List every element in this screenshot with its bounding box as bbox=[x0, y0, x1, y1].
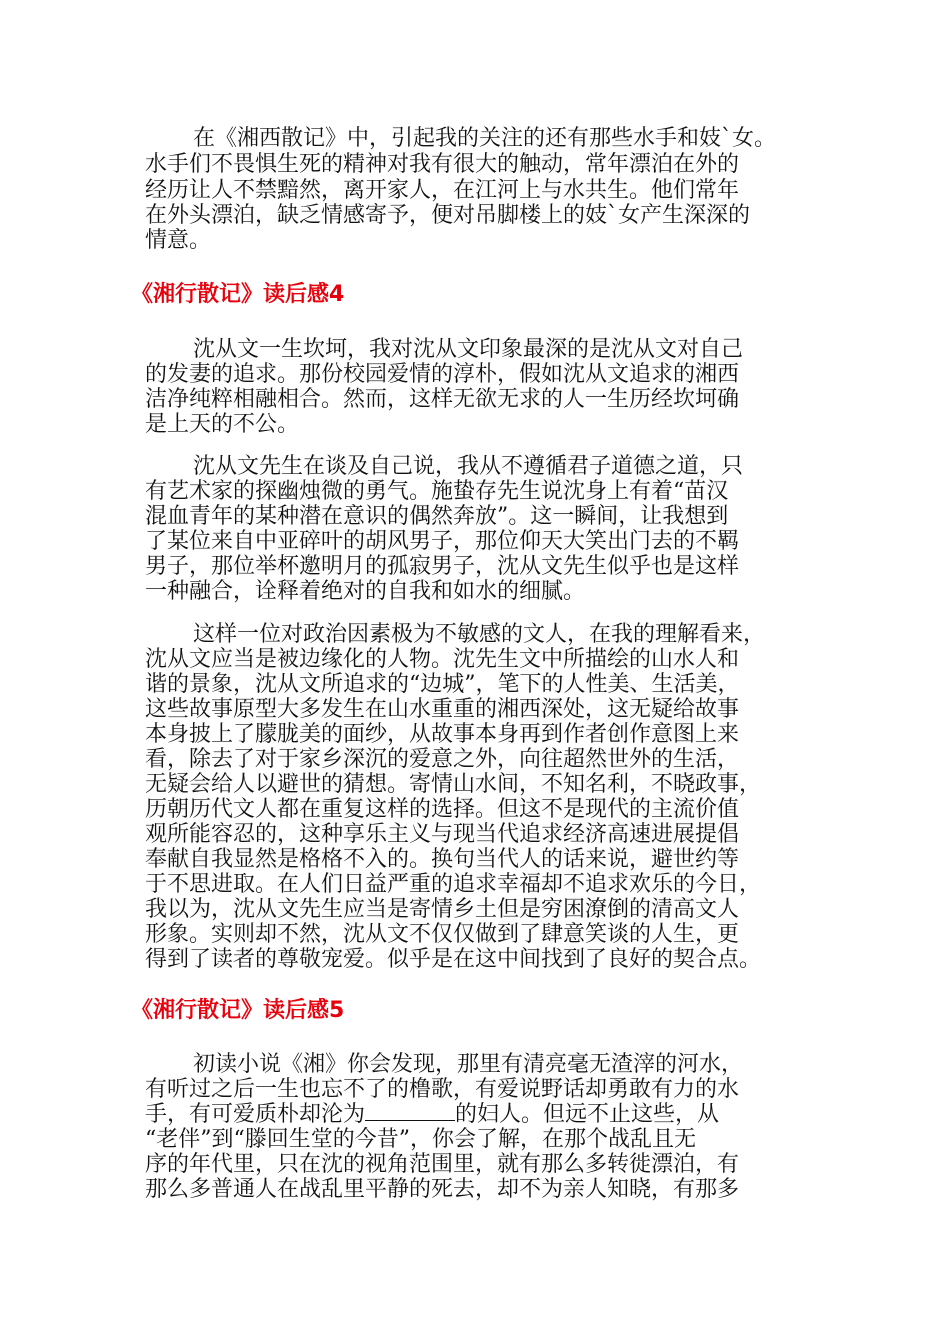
paragraph-line: 那么多普通人在战乱里平静的死去，却不为亲人知晓，有那多 bbox=[145, 1177, 740, 1202]
paragraph-line: 于不思进取。在人们日益严重的追求幸福却不追求欢乐的今日， bbox=[145, 872, 762, 897]
paragraph-line: 我以为，沈从文先生应当是寄情乡土但是穷困潦倒的清高文人 bbox=[145, 897, 740, 922]
paragraph-line: 洁净纯粹相融相合。然而，这样无欲无求的人一生历经坎坷确 bbox=[145, 387, 740, 412]
paragraph-line: 是上天的不公。 bbox=[145, 412, 300, 437]
paragraph-line: 了某位来自中亚碎叶的胡风男子，那位仰天大笑出门去的不羁 bbox=[145, 529, 740, 554]
paragraph-line: 有艺术家的探幽烛微的勇气。施蛰存先生说沈身上有着“苗汉 bbox=[145, 479, 729, 504]
paragraph-line: 沈从文先生在谈及自己说，我从不遵循君子道德之道，只 bbox=[193, 454, 744, 479]
paragraph-line: 的发妻的追求。那份校园爱情的淳朴，假如沈从文追求的湘西 bbox=[145, 362, 740, 387]
text-segment: 的妇人。但远不止这些，从 bbox=[455, 1102, 720, 1127]
paragraph-line: 序的年代里，只在沈的视角范围里，就有那么多转徙漂泊，有 bbox=[145, 1152, 740, 1177]
fill-in-blank bbox=[365, 1102, 455, 1121]
text-segment: 手，有可爱质朴却沦为 bbox=[145, 1102, 366, 1127]
paragraph-line: 沈从文一生坎坷，我对沈从文印象最深的是沈从文对自己 bbox=[193, 337, 744, 362]
paragraph-line: 沈从文应当是被边缘化的人物。沈先生文中所描绘的山水人和 bbox=[145, 647, 740, 672]
paragraph-line: 形象。实则却不然，沈从文不仅仅做到了肆意笑谈的人生，更 bbox=[145, 922, 740, 947]
paragraph-line: 混血青年的某种潜在意识的偶然奔放”。这一瞬间，让我想到 bbox=[145, 504, 729, 529]
paragraph-line: 观所能容忍的，这种享乐主义与现当代追求经济高速进展提倡 bbox=[145, 822, 740, 847]
paragraph-line: 在外头漂泊，缺乏情感寄予，便对吊脚楼上的妓`女产生深深的 bbox=[145, 203, 751, 228]
paragraph-line: 这些故事原型大多发生在山水重重的湘西深处，这无疑给故事 bbox=[145, 697, 740, 722]
paragraph-line: 历朝历代文人都在重复这样的选择。但这不是现代的主流价值 bbox=[145, 797, 740, 822]
paragraph-line: 一种融合，诠释着绝对的自我和如水的细腻。 bbox=[145, 579, 586, 604]
paragraph-line: 有听过之后一生也忘不了的橹歌，有爱说野话却勇敢有力的水 bbox=[145, 1077, 740, 1102]
paragraph-line: 初读小说《湘》你会发现，那里有清亮毫无渣滓的河水， bbox=[193, 1052, 744, 1077]
paragraph-line: 得到了读者的尊敬宠爱。似乎是在这中间找到了良好的契合点。 bbox=[145, 947, 762, 972]
section-heading: 《湘行散记》读后感5 bbox=[131, 998, 345, 1023]
paragraph-line: 男子，那位举杯邀明月的孤寂男子，沈从文先生似乎也是这样 bbox=[145, 554, 740, 579]
paragraph-line bbox=[145, 1102, 719, 1128]
paragraph-line: 情意。 bbox=[145, 228, 212, 253]
paragraph-line: 无疑会给人以避世的猜想。寄情山水间，不知名利，不晓政事， bbox=[145, 772, 762, 797]
paragraph-line: 经历让人不禁黯然，离开家人，在江河上与水共生。他们常年 bbox=[145, 178, 740, 203]
paragraph-line: 本身披上了朦胧美的面纱，从故事本身再到作者创作意图上来 bbox=[145, 722, 740, 747]
paragraph-line: 谐的景象，沈从文所追求的“边城”，笔下的人性美、生活美， bbox=[145, 672, 740, 697]
paragraph-line: “老伴”到“滕回生堂的今昔”，你会了解，在那个战乱且无 bbox=[145, 1127, 696, 1152]
paragraph-line: 在《湘西散记》中，引起我的关注的还有那些水手和妓`女。 bbox=[193, 126, 777, 151]
paragraph-line: 水手们不畏惧生死的精神对我有很大的触动，常年漂泊在外的 bbox=[145, 152, 740, 177]
paragraph-line: 这样一位对政治因素极为不敏感的文人，在我的理解看来， bbox=[193, 622, 766, 647]
paragraph-line: 看，除去了对于家乡深沉的爱意之外，向往超然世外的生活， bbox=[145, 747, 740, 772]
paragraph-line: 奉献自我显然是格格不入的。换句当代人的话来说，避世约等 bbox=[145, 847, 740, 872]
section-heading: 《湘行散记》读后感4 bbox=[131, 282, 345, 307]
